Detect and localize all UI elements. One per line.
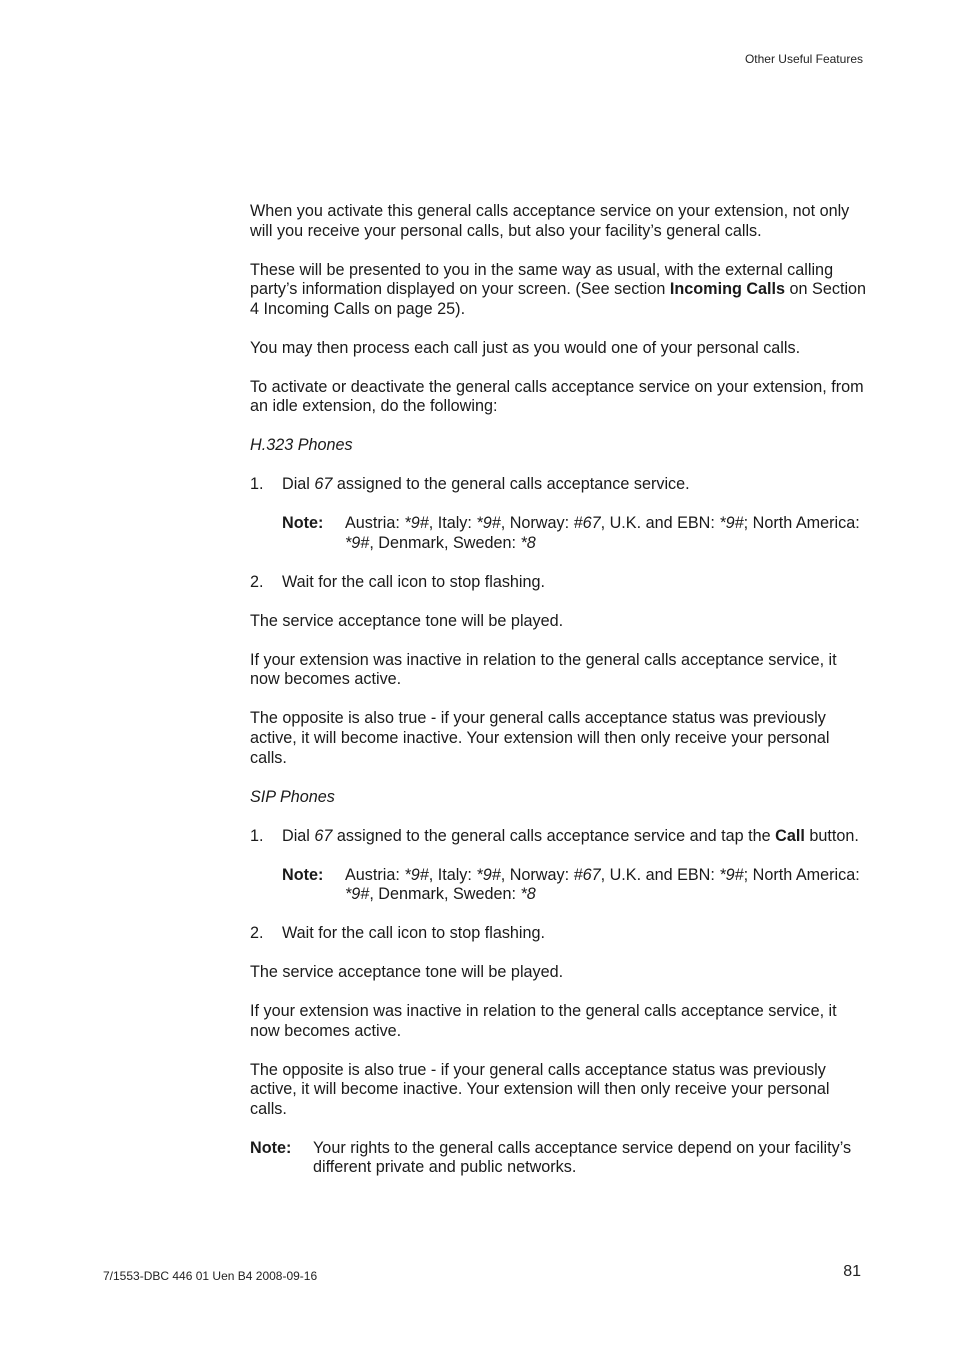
sip-step-1 xyxy=(250,827,870,847)
norway-code: #67 xyxy=(573,514,601,533)
step-text-a: Dial xyxy=(282,475,315,494)
step-number: 2. xyxy=(250,924,264,943)
norway-label: , Norway: xyxy=(500,514,574,533)
intro-paragraph-2 xyxy=(250,261,870,320)
step-number: 1. xyxy=(250,826,264,845)
sip-active-text: If your extension was inactive in relation to the general calls acceptance service, it now becomes active. xyxy=(250,1002,837,1040)
note-body xyxy=(345,866,870,905)
north-america-code: *9# xyxy=(345,533,370,552)
denmark-sweden-label: , Denmark, Sweden: xyxy=(369,885,521,904)
step-text xyxy=(282,475,870,495)
sip-tone-text: The service acceptance tone will be played. xyxy=(250,963,564,982)
running-header: Other Useful Features xyxy=(744,52,863,66)
step-text-c: button. xyxy=(804,826,859,845)
austria-code: *9# xyxy=(404,865,429,884)
dial-code: 67 xyxy=(314,826,333,845)
uk-label: , U.K. and EBN: xyxy=(600,865,720,884)
sip-opposite-text: The opposite is also true - if your general calls acceptance status was previously active, it will become inactive. Your extension will then only receive your personal calls. xyxy=(250,1060,830,1118)
uk-label: , U.K. and EBN: xyxy=(600,514,720,533)
h323-codes-note xyxy=(282,514,870,553)
note-label: Note: xyxy=(282,514,324,533)
uk-code: *9# xyxy=(719,514,744,533)
intro-p2-text-a: These will be presented to you in the same way as usual, with the external calling party’s information displayed on your screen. (See section xyxy=(250,260,834,299)
intro-paragraph-3: You may then process each call just as you would one of your personal calls. xyxy=(250,338,801,357)
denmark-sweden-code: *8 xyxy=(520,885,536,904)
north-america-label: ; North America: xyxy=(743,514,860,533)
step-text: Wait for the call icon to stop flashing. xyxy=(282,924,546,943)
page-number: 81 xyxy=(843,1263,861,1280)
sip-codes-note xyxy=(282,866,870,905)
uk-code: *9# xyxy=(719,865,744,884)
step-text-a: Dial xyxy=(282,826,315,845)
step-number: 1. xyxy=(250,475,264,494)
denmark-sweden-code: *8 xyxy=(520,533,536,552)
sip-subheading: SIP Phones xyxy=(250,787,335,806)
step-text-b: assigned to the general calls acceptance service and tap the xyxy=(332,826,776,845)
italy-label: , Italy: xyxy=(428,514,477,533)
h323-subheading: H.323 Phones xyxy=(250,436,353,455)
north-america-code: *9# xyxy=(345,885,370,904)
h323-step-2 xyxy=(250,573,870,593)
note-label: Note: xyxy=(250,1138,292,1157)
italy-label: , Italy: xyxy=(428,865,477,884)
austria-label: Austria: xyxy=(345,865,405,884)
note-body: Your rights to the general calls acceptance service depend on your facility’s different private and public networks. xyxy=(313,1138,852,1177)
page-content xyxy=(250,202,870,1197)
denmark-sweden-label: , Denmark, Sweden: xyxy=(369,533,521,552)
step-text xyxy=(282,827,870,847)
h323-opposite-text: The opposite is also true - if your general calls acceptance status was previously active, it will become inactive. Your extension will then only receive your personal calls. xyxy=(250,709,830,767)
h323-step-1 xyxy=(250,475,870,495)
austria-code: *9# xyxy=(404,514,429,533)
intro-p2-text-b: on Section 4 Incoming Calls on page 25). xyxy=(250,280,867,318)
h323-tone-text: The service acceptance tone will be played. xyxy=(250,611,564,630)
italy-code: *9# xyxy=(476,514,501,533)
call-button-reference: Call xyxy=(775,826,805,845)
step-number: 2. xyxy=(250,572,264,591)
final-note xyxy=(250,1139,870,1178)
intro-paragraph-1: When you activate this general calls acceptance service on your extension, not only will you receive your personal calls, but also your facility’s general calls. xyxy=(250,202,850,240)
note-label: Note: xyxy=(282,865,324,884)
document-id: 7/1553-DBC 446 01 Uen B4 2008-09-16 xyxy=(103,1269,318,1283)
austria-label: Austria: xyxy=(345,514,405,533)
norway-label: , Norway: xyxy=(500,865,574,884)
sip-step-2 xyxy=(250,924,870,944)
dial-code: 67 xyxy=(314,475,333,494)
incoming-calls-reference: Incoming Calls xyxy=(669,280,786,299)
north-america-label: ; North America: xyxy=(743,865,860,884)
italy-code: *9# xyxy=(476,865,501,884)
step-text: Wait for the call icon to stop flashing. xyxy=(282,572,546,591)
h323-active-text: If your extension was inactive in relation to the general calls acceptance service, it now becomes active. xyxy=(250,650,837,689)
norway-code: #67 xyxy=(573,865,601,884)
step-text-b: assigned to the general calls acceptance service. xyxy=(332,475,690,494)
note-body xyxy=(345,514,870,553)
intro-paragraph-4: To activate or deactivate the general calls acceptance service on your extension, from an idle extension, do the following: xyxy=(250,377,864,416)
